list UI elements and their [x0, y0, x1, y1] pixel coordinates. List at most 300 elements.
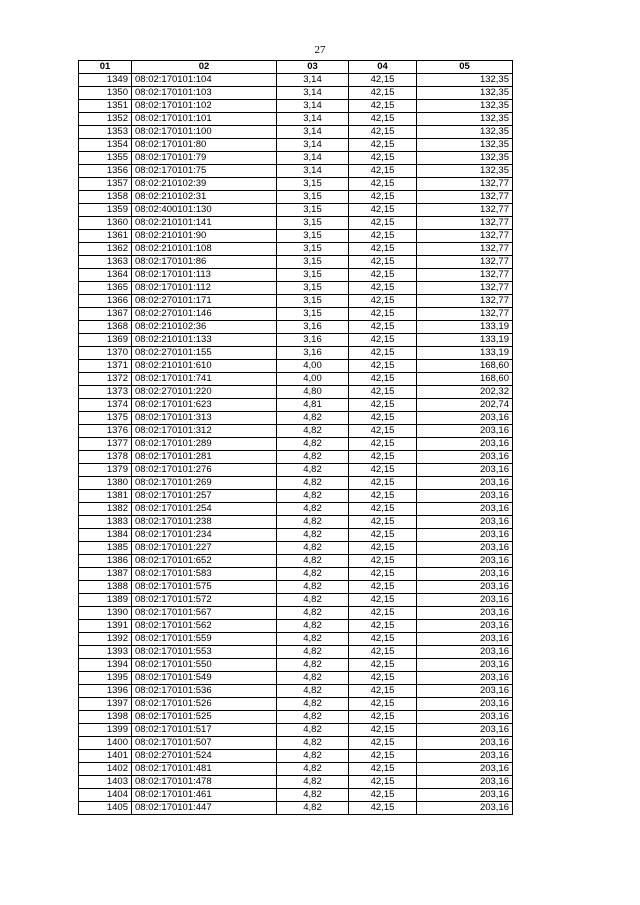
table-row [79, 711, 513, 724]
value-03-cell: 4,82 [277, 568, 349, 581]
table-row [79, 789, 513, 802]
table-row [79, 529, 513, 542]
cadastral-number-cell: 08:02:170101:227 [132, 542, 277, 555]
value-03-cell: 4,82 [277, 594, 349, 607]
value-04-cell: 42,15 [349, 555, 417, 568]
value-05-cell: 132,77 [417, 178, 513, 191]
cadastral-number-cell: 08:02:170101:461 [132, 789, 277, 802]
value-03-cell: 3,14 [277, 126, 349, 139]
cadastral-number-cell: 08:02:210102:39 [132, 178, 277, 191]
value-04-cell: 42,15 [349, 659, 417, 672]
value-04-cell: 42,15 [349, 139, 417, 152]
value-03-cell: 4,82 [277, 464, 349, 477]
value-04-cell: 42,15 [349, 399, 417, 412]
row-number-cell: 1395 [79, 672, 132, 685]
value-05-cell: 203,16 [417, 529, 513, 542]
value-04-cell: 42,15 [349, 74, 417, 87]
table-row [79, 776, 513, 789]
table-row [79, 282, 513, 295]
cadastral-number-cell: 08:02:270101:155 [132, 347, 277, 360]
cadastral-number-cell: 08:02:170101:75 [132, 165, 277, 178]
row-number-cell: 1364 [79, 269, 132, 282]
row-number-cell: 1359 [79, 204, 132, 217]
value-05-cell: 132,77 [417, 269, 513, 282]
cadastral-number-cell: 08:02:170101:525 [132, 711, 277, 724]
value-03-cell: 4,82 [277, 711, 349, 724]
table-row [79, 724, 513, 737]
value-04-cell: 42,15 [349, 672, 417, 685]
value-03-cell: 3,14 [277, 113, 349, 126]
row-number-cell: 1375 [79, 412, 132, 425]
row-number-cell: 1353 [79, 126, 132, 139]
value-04-cell: 42,15 [349, 425, 417, 438]
value-04-cell: 42,15 [349, 607, 417, 620]
cadastral-number-cell: 08:02:170101:312 [132, 425, 277, 438]
table-row [79, 243, 513, 256]
row-number-cell: 1383 [79, 516, 132, 529]
table-row [79, 191, 513, 204]
table-body [79, 74, 513, 815]
value-05-cell: 203,16 [417, 789, 513, 802]
column-header-02: 02 [132, 61, 277, 74]
value-04-cell: 42,15 [349, 191, 417, 204]
row-number-cell: 1384 [79, 529, 132, 542]
cadastral-number-cell: 08:02:170101:103 [132, 87, 277, 100]
value-04-cell: 42,15 [349, 321, 417, 334]
table-row [79, 256, 513, 269]
value-03-cell: 4,00 [277, 373, 349, 386]
row-number-cell: 1349 [79, 74, 132, 87]
cadastral-number-cell: 08:02:170101:575 [132, 581, 277, 594]
value-04-cell: 42,15 [349, 269, 417, 282]
table-row [79, 737, 513, 750]
row-number-cell: 1354 [79, 139, 132, 152]
value-05-cell: 132,77 [417, 243, 513, 256]
value-04-cell: 42,15 [349, 282, 417, 295]
table-row [79, 360, 513, 373]
value-03-cell: 3,15 [277, 295, 349, 308]
value-05-cell: 203,16 [417, 594, 513, 607]
table-row [79, 230, 513, 243]
value-05-cell: 203,16 [417, 763, 513, 776]
value-04-cell: 42,15 [349, 178, 417, 191]
row-number-cell: 1381 [79, 490, 132, 503]
value-03-cell: 4,82 [277, 698, 349, 711]
table-row [79, 646, 513, 659]
value-04-cell: 42,15 [349, 230, 417, 243]
table-row [79, 308, 513, 321]
table-row [79, 594, 513, 607]
value-03-cell: 3,15 [277, 269, 349, 282]
value-03-cell: 4,82 [277, 776, 349, 789]
value-04-cell: 42,15 [349, 217, 417, 230]
value-04-cell: 42,15 [349, 594, 417, 607]
row-number-cell: 1379 [79, 464, 132, 477]
value-05-cell: 203,16 [417, 438, 513, 451]
value-05-cell: 203,16 [417, 568, 513, 581]
table-row [79, 347, 513, 360]
row-number-cell: 1397 [79, 698, 132, 711]
table-row [79, 334, 513, 347]
value-05-cell: 132,77 [417, 256, 513, 269]
cadastral-number-cell: 08:02:270101:220 [132, 386, 277, 399]
row-number-cell: 1368 [79, 321, 132, 334]
cadastral-number-cell: 08:02:170101:741 [132, 373, 277, 386]
value-04-cell: 42,15 [349, 295, 417, 308]
row-number-cell: 1394 [79, 659, 132, 672]
table-row [79, 178, 513, 191]
value-05-cell: 203,16 [417, 425, 513, 438]
table-row [79, 321, 513, 334]
cadastral-number-cell: 08:02:170101:254 [132, 503, 277, 516]
table-row [79, 620, 513, 633]
value-05-cell: 203,16 [417, 737, 513, 750]
table-row [79, 659, 513, 672]
value-03-cell: 3,16 [277, 321, 349, 334]
value-03-cell: 4,82 [277, 620, 349, 633]
cadastral-number-cell: 08:02:170101:623 [132, 399, 277, 412]
value-03-cell: 3,15 [277, 178, 349, 191]
cadastral-number-cell: 08:02:170101:269 [132, 477, 277, 490]
value-05-cell: 202,32 [417, 386, 513, 399]
value-03-cell: 4,82 [277, 438, 349, 451]
value-05-cell: 132,35 [417, 165, 513, 178]
value-05-cell: 203,16 [417, 516, 513, 529]
cadastral-number-cell: 08:02:170101:113 [132, 269, 277, 282]
value-03-cell: 3,14 [277, 165, 349, 178]
table-row [79, 698, 513, 711]
value-03-cell: 4,82 [277, 581, 349, 594]
value-03-cell: 3,15 [277, 282, 349, 295]
value-04-cell: 42,15 [349, 477, 417, 490]
table-row [79, 386, 513, 399]
value-03-cell: 3,14 [277, 100, 349, 113]
value-04-cell: 42,15 [349, 620, 417, 633]
table-row [79, 672, 513, 685]
cadastral-number-cell: 08:02:210101:141 [132, 217, 277, 230]
value-04-cell: 42,15 [349, 776, 417, 789]
row-number-cell: 1401 [79, 750, 132, 763]
value-03-cell: 3,14 [277, 152, 349, 165]
cadastral-number-cell: 08:02:210101:133 [132, 334, 277, 347]
cadastral-number-cell: 08:02:170101:536 [132, 685, 277, 698]
table-row [79, 607, 513, 620]
row-number-cell: 1396 [79, 685, 132, 698]
value-03-cell: 4,82 [277, 607, 349, 620]
value-05-cell: 203,16 [417, 503, 513, 516]
value-03-cell: 3,14 [277, 139, 349, 152]
table-row [79, 685, 513, 698]
row-number-cell: 1404 [79, 789, 132, 802]
table-row [79, 373, 513, 386]
data-table [78, 60, 513, 815]
value-03-cell: 4,82 [277, 646, 349, 659]
cadastral-number-cell: 08:02:170101:234 [132, 529, 277, 542]
value-04-cell: 42,15 [349, 737, 417, 750]
cadastral-number-cell: 08:02:170101:100 [132, 126, 277, 139]
value-04-cell: 42,15 [349, 204, 417, 217]
row-number-cell: 1361 [79, 230, 132, 243]
row-number-cell: 1392 [79, 633, 132, 646]
value-04-cell: 42,15 [349, 334, 417, 347]
row-number-cell: 1373 [79, 386, 132, 399]
value-03-cell: 3,15 [277, 217, 349, 230]
row-number-cell: 1357 [79, 178, 132, 191]
row-number-cell: 1378 [79, 451, 132, 464]
table-row [79, 581, 513, 594]
value-03-cell: 4,82 [277, 477, 349, 490]
value-05-cell: 203,16 [417, 724, 513, 737]
cadastral-number-cell: 08:02:170101:553 [132, 646, 277, 659]
value-03-cell: 4,82 [277, 789, 349, 802]
row-number-cell: 1362 [79, 243, 132, 256]
row-number-cell: 1388 [79, 581, 132, 594]
value-05-cell: 132,77 [417, 191, 513, 204]
cadastral-number-cell: 08:02:170101:583 [132, 568, 277, 581]
cadastral-number-cell: 08:02:170101:549 [132, 672, 277, 685]
value-04-cell: 42,15 [349, 763, 417, 776]
value-03-cell: 4,00 [277, 360, 349, 373]
value-05-cell: 132,35 [417, 126, 513, 139]
cadastral-number-cell: 08:02:210101:108 [132, 243, 277, 256]
column-header-05: 05 [417, 61, 513, 74]
value-05-cell: 203,16 [417, 776, 513, 789]
value-03-cell: 4,82 [277, 802, 349, 815]
cadastral-number-cell: 08:02:170101:101 [132, 113, 277, 126]
table-row [79, 152, 513, 165]
value-05-cell: 203,16 [417, 607, 513, 620]
row-number-cell: 1350 [79, 87, 132, 100]
value-04-cell: 42,15 [349, 373, 417, 386]
row-number-cell: 1393 [79, 646, 132, 659]
row-number-cell: 1398 [79, 711, 132, 724]
value-03-cell: 3,15 [277, 256, 349, 269]
cadastral-number-cell: 08:02:170101:481 [132, 763, 277, 776]
value-03-cell: 3,16 [277, 334, 349, 347]
value-04-cell: 42,15 [349, 724, 417, 737]
value-05-cell: 203,16 [417, 490, 513, 503]
value-03-cell: 4,82 [277, 737, 349, 750]
row-number-cell: 1369 [79, 334, 132, 347]
value-04-cell: 42,15 [349, 633, 417, 646]
value-03-cell: 3,14 [277, 74, 349, 87]
row-number-cell: 1400 [79, 737, 132, 750]
cadastral-number-cell: 08:02:270101:524 [132, 750, 277, 763]
table-row [79, 438, 513, 451]
table-row [79, 412, 513, 425]
row-number-cell: 1390 [79, 607, 132, 620]
value-05-cell: 203,16 [417, 633, 513, 646]
table-row [79, 477, 513, 490]
cadastral-number-cell: 08:02:170101:559 [132, 633, 277, 646]
value-03-cell: 4,81 [277, 399, 349, 412]
value-03-cell: 4,82 [277, 659, 349, 672]
row-number-cell: 1380 [79, 477, 132, 490]
value-04-cell: 42,15 [349, 789, 417, 802]
value-04-cell: 42,15 [349, 347, 417, 360]
row-number-cell: 1382 [79, 503, 132, 516]
value-05-cell: 202,74 [417, 399, 513, 412]
cadastral-number-cell: 08:02:170101:652 [132, 555, 277, 568]
cadastral-number-cell: 08:02:170101:238 [132, 516, 277, 529]
table-row [79, 217, 513, 230]
cadastral-number-cell: 08:02:170101:79 [132, 152, 277, 165]
value-04-cell: 42,15 [349, 451, 417, 464]
column-header-03: 03 [277, 61, 349, 74]
value-05-cell: 203,16 [417, 802, 513, 815]
table-row [79, 100, 513, 113]
value-05-cell: 203,16 [417, 711, 513, 724]
value-05-cell: 203,16 [417, 685, 513, 698]
value-05-cell: 203,16 [417, 412, 513, 425]
cadastral-number-cell: 08:02:170101:86 [132, 256, 277, 269]
value-03-cell: 4,82 [277, 529, 349, 542]
cadastral-number-cell: 08:02:170101:313 [132, 412, 277, 425]
value-04-cell: 42,15 [349, 256, 417, 269]
value-03-cell: 3,15 [277, 204, 349, 217]
row-number-cell: 1372 [79, 373, 132, 386]
value-03-cell: 4,82 [277, 724, 349, 737]
value-03-cell: 3,14 [277, 87, 349, 100]
table-row [79, 490, 513, 503]
value-05-cell: 203,16 [417, 542, 513, 555]
value-03-cell: 4,82 [277, 672, 349, 685]
value-04-cell: 42,15 [349, 113, 417, 126]
value-05-cell: 132,35 [417, 139, 513, 152]
table-row [79, 425, 513, 438]
table-row [79, 503, 513, 516]
row-number-cell: 1363 [79, 256, 132, 269]
value-05-cell: 132,77 [417, 295, 513, 308]
cadastral-number-cell: 08:02:400101:130 [132, 204, 277, 217]
value-05-cell: 168,60 [417, 373, 513, 386]
value-05-cell: 168,60 [417, 360, 513, 373]
row-number-cell: 1386 [79, 555, 132, 568]
value-05-cell: 133,19 [417, 334, 513, 347]
value-04-cell: 42,15 [349, 386, 417, 399]
value-03-cell: 4,82 [277, 555, 349, 568]
value-03-cell: 4,82 [277, 412, 349, 425]
value-04-cell: 42,15 [349, 243, 417, 256]
value-05-cell: 132,77 [417, 204, 513, 217]
cadastral-number-cell: 08:02:170101:526 [132, 698, 277, 711]
value-05-cell: 203,16 [417, 750, 513, 763]
value-04-cell: 42,15 [349, 438, 417, 451]
value-04-cell: 42,15 [349, 698, 417, 711]
cadastral-number-cell: 08:02:270101:146 [132, 308, 277, 321]
row-number-cell: 1351 [79, 100, 132, 113]
value-05-cell: 203,16 [417, 672, 513, 685]
value-05-cell: 132,35 [417, 74, 513, 87]
table-row [79, 87, 513, 100]
value-04-cell: 42,15 [349, 126, 417, 139]
row-number-cell: 1360 [79, 217, 132, 230]
value-03-cell: 3,15 [277, 230, 349, 243]
cadastral-number-cell: 08:02:170101:104 [132, 74, 277, 87]
row-number-cell: 1403 [79, 776, 132, 789]
value-04-cell: 42,15 [349, 529, 417, 542]
cadastral-number-cell: 08:02:170101:112 [132, 282, 277, 295]
table-row [79, 113, 513, 126]
table-row [79, 399, 513, 412]
row-number-cell: 1377 [79, 438, 132, 451]
row-number-cell: 1367 [79, 308, 132, 321]
value-05-cell: 203,16 [417, 477, 513, 490]
cadastral-number-cell: 08:02:170101:567 [132, 607, 277, 620]
value-03-cell: 4,82 [277, 516, 349, 529]
value-05-cell: 133,19 [417, 347, 513, 360]
value-03-cell: 4,82 [277, 503, 349, 516]
table-row [79, 633, 513, 646]
cadastral-number-cell: 08:02:210101:610 [132, 360, 277, 373]
cadastral-number-cell: 08:02:170101:80 [132, 139, 277, 152]
value-05-cell: 203,16 [417, 620, 513, 633]
value-04-cell: 42,15 [349, 165, 417, 178]
row-number-cell: 1387 [79, 568, 132, 581]
page-number: 27 [314, 44, 326, 56]
value-05-cell: 203,16 [417, 555, 513, 568]
value-04-cell: 42,15 [349, 503, 417, 516]
row-number-cell: 1402 [79, 763, 132, 776]
value-04-cell: 42,15 [349, 100, 417, 113]
table-row [79, 295, 513, 308]
value-04-cell: 42,15 [349, 516, 417, 529]
row-number-cell: 1355 [79, 152, 132, 165]
table-row [79, 802, 513, 815]
value-05-cell: 132,77 [417, 282, 513, 295]
table-row [79, 269, 513, 282]
cadastral-number-cell: 08:02:210102:36 [132, 321, 277, 334]
row-number-cell: 1399 [79, 724, 132, 737]
cadastral-number-cell: 08:02:170101:102 [132, 100, 277, 113]
value-05-cell: 203,16 [417, 659, 513, 672]
row-number-cell: 1358 [79, 191, 132, 204]
value-04-cell: 42,15 [349, 646, 417, 659]
value-03-cell: 4,82 [277, 490, 349, 503]
value-04-cell: 42,15 [349, 490, 417, 503]
value-05-cell: 132,77 [417, 230, 513, 243]
value-03-cell: 4,82 [277, 451, 349, 464]
value-03-cell: 4,82 [277, 542, 349, 555]
table-row [79, 750, 513, 763]
row-number-cell: 1370 [79, 347, 132, 360]
value-04-cell: 42,15 [349, 802, 417, 815]
cadastral-number-cell: 08:02:170101:257 [132, 490, 277, 503]
value-03-cell: 3,15 [277, 191, 349, 204]
table-row [79, 139, 513, 152]
value-05-cell: 203,16 [417, 451, 513, 464]
cadastral-number-cell: 08:02:170101:517 [132, 724, 277, 737]
table-row [79, 516, 513, 529]
cadastral-number-cell: 08:02:170101:276 [132, 464, 277, 477]
value-04-cell: 42,15 [349, 581, 417, 594]
table-row [79, 568, 513, 581]
value-03-cell: 4,82 [277, 750, 349, 763]
cadastral-number-cell: 08:02:170101:550 [132, 659, 277, 672]
value-05-cell: 203,16 [417, 464, 513, 477]
value-03-cell: 4,82 [277, 633, 349, 646]
cadastral-number-cell: 08:02:170101:572 [132, 594, 277, 607]
value-05-cell: 132,35 [417, 113, 513, 126]
row-number-cell: 1371 [79, 360, 132, 373]
value-04-cell: 42,15 [349, 542, 417, 555]
cadastral-number-cell: 08:02:170101:447 [132, 802, 277, 815]
value-04-cell: 42,15 [349, 412, 417, 425]
table-row [79, 126, 513, 139]
value-04-cell: 42,15 [349, 685, 417, 698]
value-03-cell: 3,15 [277, 308, 349, 321]
table-row [79, 555, 513, 568]
